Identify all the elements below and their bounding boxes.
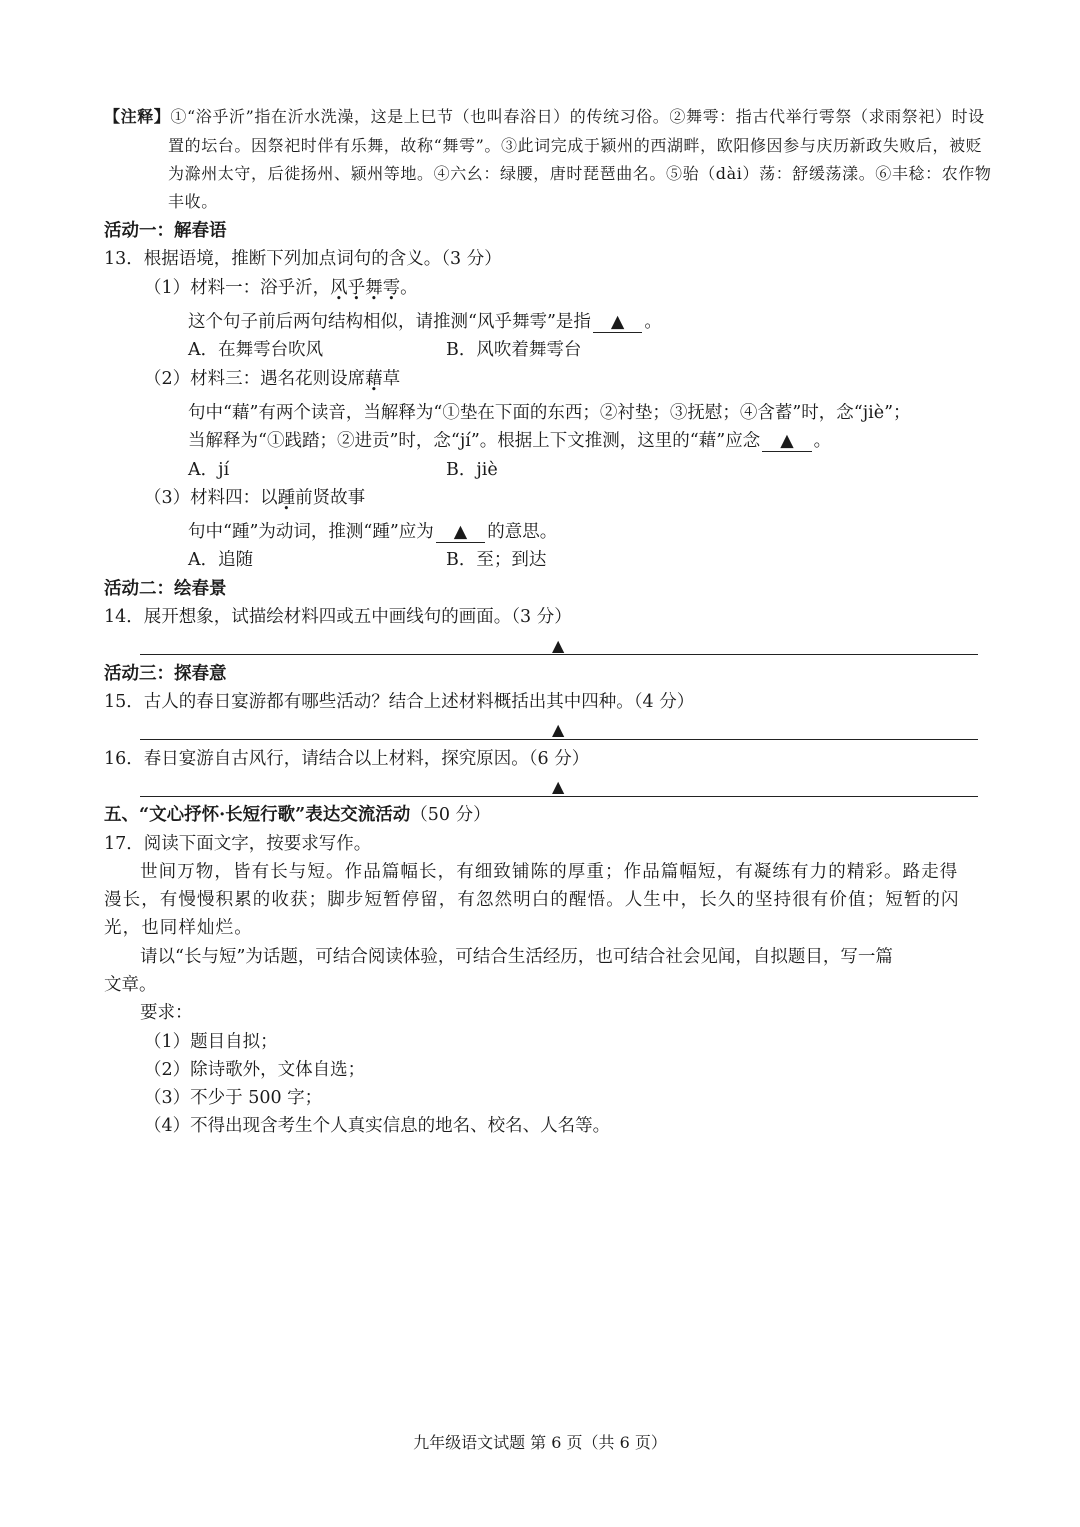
q15-answer-line[interactable]: [140, 739, 978, 740]
answer-blank[interactable]: ▲: [762, 431, 811, 452]
q15-text: 15．古人的春日宴游都有哪些活动？结合上述材料概括出其中四种。（4 分）: [104, 692, 695, 712]
requirement-item: （4）不得出现含考生个人真实信息的地名、校名、人名等。: [144, 1116, 611, 1136]
dotted-char: 乎: [347, 278, 366, 298]
q13-part2-question-end: 。: [813, 431, 832, 451]
page-footer: 九年级语文试题 第 6 页（共 6 页）: [413, 1433, 667, 1452]
q16-answer-line[interactable]: [140, 796, 978, 797]
q16-text: 16．春日宴游自古风行，请结合以上材料，探究原因。（6 分）: [104, 749, 590, 769]
q13-text: 13．根据语境，推断下列加点词句的含义。（3 分）: [104, 249, 502, 269]
q13-part2-question-text: 当解释为“①践踏；②进贡”时，念“jí”。根据上下文推测，这里的“藉”应念: [188, 431, 761, 451]
q17-text: 17．阅读下面文字，按要求写作。: [104, 834, 372, 854]
section5-heading-score: （50 分）: [410, 805, 491, 825]
essay-prompt-line-3: 光，也同样灿烂。: [104, 918, 253, 938]
q13-part3-question-text: 句中“踵”为动词，推测“踵”应为: [188, 522, 434, 542]
q13-part3-question: [188, 518, 557, 546]
essay-instruction-line-1: 请以“长与短”为话题，可结合阅读体验，可结合生活经历，也可结合社会见闻，自拟题目，写一篇: [140, 947, 893, 967]
q13-part3-suffix: 前贤故事: [295, 488, 366, 508]
essay-prompt-line-2: 漫长，有慢慢积累的收获；脚步短暂停留，有忽然明白的醒悟。人生中，长久的坚持很有价值；短暂的闪: [104, 890, 960, 910]
requirement-item: （1）题目自拟；: [144, 1032, 278, 1052]
dotted-char: 藉: [365, 369, 383, 389]
dotted-char: 雩: [382, 278, 401, 298]
q14-answer-mark: ▲: [552, 636, 565, 655]
q13-part1-end: 。: [400, 278, 418, 298]
q13-part2-suffix: 草: [382, 369, 401, 389]
dotted-char: 风: [330, 278, 348, 298]
requirement-item: （2）除诗歌外，文体自选；: [144, 1060, 366, 1080]
q13-part2-prefix: （2）材料三：遇名花则设席: [144, 369, 366, 389]
q13-part1-prefix: （1）材料一：浴乎沂，: [144, 278, 331, 298]
q13-part2-question-line2: [188, 427, 831, 455]
notes-line-2: 置的坛台。因祭祀时伴有乐舞，故称“舞雩”。③此词完成于颍州的西湖畔，欧阳修因参与庆历新政失败后，被贬: [168, 136, 983, 155]
q13-part3-option-a: A．追随: [188, 550, 254, 570]
q13-part1-question-end: 。: [644, 312, 662, 332]
q13-part2-option-b: B．jiè: [446, 460, 498, 480]
notes-line-3: 为滁州太守，后徙扬州、颍州等地。④六幺：绿腰，唐时琵琶曲名。⑤骀（dài）荡：舒缓荡漾。⑥丰稔：农作物: [168, 164, 992, 183]
q13-part3: [144, 484, 365, 512]
q13-part3-question-end: 的意思。: [487, 522, 558, 542]
q13-part1-option-b: B．风吹着舞雩台: [446, 340, 582, 360]
requirement-item: （3）不少于 500 字；: [144, 1088, 323, 1108]
q13-part2-question-line1: 句中“藉”有两个读音，当解释为“①垫在下面的东西；②衬垫；③抚慰；④含蓄”时，念“jiè”；: [188, 403, 911, 423]
section5-heading-title: “文心抒怀·长短行歌”表达交流活动: [139, 805, 411, 825]
activity2-heading: 活动二：绘春景: [104, 579, 227, 599]
q13-part1-option-a: A．在舞雩台吹风: [188, 340, 324, 360]
q13-part1-question: [188, 308, 662, 336]
dotted-char: 舞: [365, 278, 383, 298]
q13-part3-prefix: （3）材料四：以: [144, 488, 278, 508]
essay-instruction-line-2: 文章。: [104, 975, 157, 995]
section5-heading: [104, 801, 491, 829]
activity1-heading: 活动一：解春语: [104, 221, 227, 241]
q13-part2: [144, 365, 400, 393]
q14-text: 14．展开想象，试描绘材料四或五中画线句的画面。（3 分）: [104, 607, 572, 627]
q16-answer-mark: ▲: [552, 777, 565, 796]
answer-blank[interactable]: ▲: [436, 522, 485, 543]
notes-line-4: 丰收。: [168, 192, 218, 211]
essay-prompt-line-1: 世间万物，皆有长与短。作品篇幅长，有细致铺陈的厚重；作品篇幅短，有凝练有力的精彩。路走得: [140, 862, 959, 882]
q13-part1-question-text: 这个句子前后两句结构相似，请推测“风乎舞雩”是指: [188, 312, 591, 332]
dotted-char: 踵: [277, 488, 296, 508]
q13-part2-option-a: A．jí: [188, 460, 230, 480]
activity3-heading: 活动三：探春意: [104, 664, 227, 684]
q13-part1: [144, 274, 418, 302]
q13-part3-option-b: B．至；到达: [446, 550, 547, 570]
requirements-label: 要求：: [140, 1003, 193, 1023]
notes-label: 【注释】: [104, 107, 171, 126]
notes-line-1: ①“浴乎沂”指在沂水洗澡，这是上巳节（也叫春浴日）的传统习俗。②舞雩：指古代举行雩祭（求雨祭祀）时设: [170, 107, 985, 126]
section5-heading-prefix: 五、: [104, 805, 139, 825]
q14-answer-line[interactable]: [140, 654, 978, 655]
notes-label-row: [104, 103, 985, 131]
q15-answer-mark: ▲: [552, 720, 565, 739]
answer-blank[interactable]: ▲: [593, 312, 642, 333]
